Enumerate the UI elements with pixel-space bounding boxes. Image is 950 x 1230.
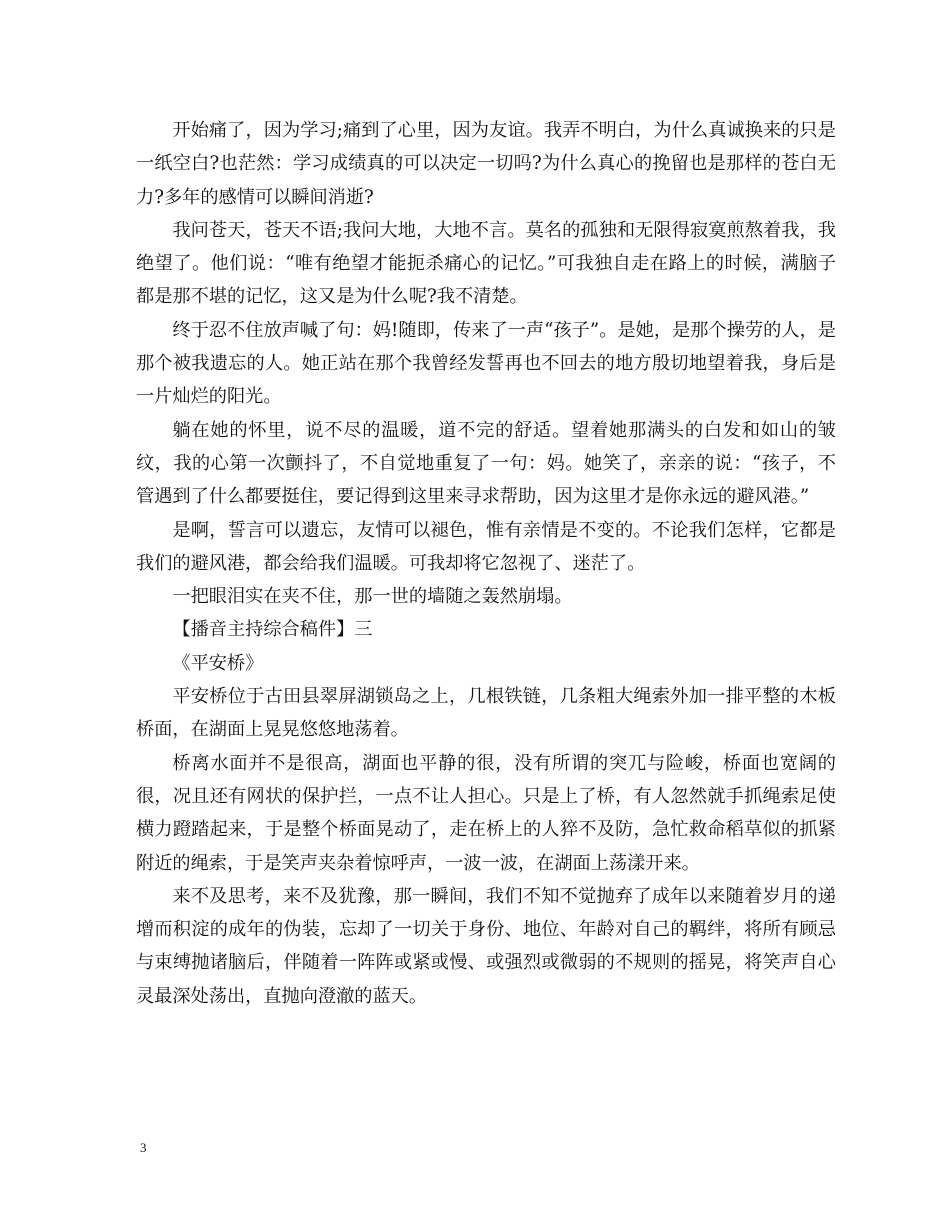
paragraph: 躺在她的怀里，说不尽的温暖，道不完的舒适。望着她那满头的白发和如山的皱纹，我的心第一次颤抖了，不自觉地重复了一句：妈。她笑了，亲亲的说：“孩子，不管遇到了什么都要挺住，要记得到这里来寻求帮助，因为这里才是你永远的避风港。” bbox=[136, 419, 836, 508]
paragraph: 我问苍天，苍天不语;我问大地，大地不言。莫名的孤独和无限得寂寞煎熬着我，我绝望了。他们说：“唯有绝望才能扼杀痛心的记忆。”可我独自走在路上的时候，满脑子都是那不堪的记忆，这又是为什么呢?我不清楚。 bbox=[136, 219, 836, 308]
document-body bbox=[136, 114, 836, 1013]
paragraph: 一把眼泪实在夹不住，那一世的墙随之轰然崩塌。 bbox=[172, 586, 573, 608]
paragraph: 终于忍不住放声喊了句：妈!随即，传来了一声“孩子”。是她，是那个操劳的人，是那个被我遗忘的人。她正站在那个我曾经发誓再也不回去的地方殷切地望着我，身后是一片灿烂的阳光。 bbox=[136, 319, 836, 408]
section-heading: 【播音主持综合稿件】三 bbox=[172, 619, 373, 641]
article-title: 《平安桥》 bbox=[172, 652, 264, 674]
page-number: 3 bbox=[140, 1140, 147, 1155]
paragraph: 开始痛了，因为学习;痛到了心里，因为友谊。我弄不明白，为什么真诚换来的只是一纸空白?也茫然：学习成绩真的可以决定一切吗?为什么真心的挽留也是那样的苍白无力?多年的感情可以瞬间消逝? bbox=[136, 120, 836, 208]
paragraph: 来不及思考，来不及犹豫，那一瞬间，我们不知不觉抛弃了成年以来随着岁月的递增而积淀的成年的伪装，忘却了一切关于身份、地位、年龄对自己的羁绊，将所有顾忌与束缚抛诸脑后，伴随着一阵阵或紧或慢、或强烈或微弱的不规则的摇晃，将笑声自心灵最深处荡出，直抛向澄澈的蓝天。 bbox=[136, 885, 836, 1007]
paragraph: 桥离水面并不是很高，湖面也平静的很，没有所谓的突兀与险峻，桥面也宽阔的很，况且还有网状的保护拦，一点不让人担心。只是上了桥，有人忽然就手抓绳索足使横力蹬踏起来，于是整个桥面晃动了，走在桥上的人猝不及防，急忙救命稻草似的抓紧附近的绳索，于是笑声夹杂着惊呼声，一波一波，在湖面上荡漾开来。 bbox=[136, 752, 836, 874]
paragraph: 平安桥位于古田县翠屏湖锁岛之上，几根铁链，几条粗大绳索外加一排平整的木板桥面，在湖面上晃晃悠悠地荡着。 bbox=[136, 686, 836, 741]
paragraph: 是啊，誓言可以遗忘，友情可以褪色，惟有亲情是不变的。不论我们怎样，它都是我们的避风港，都会给我们温暖。可我却将它忽视了、迷茫了。 bbox=[136, 519, 836, 574]
